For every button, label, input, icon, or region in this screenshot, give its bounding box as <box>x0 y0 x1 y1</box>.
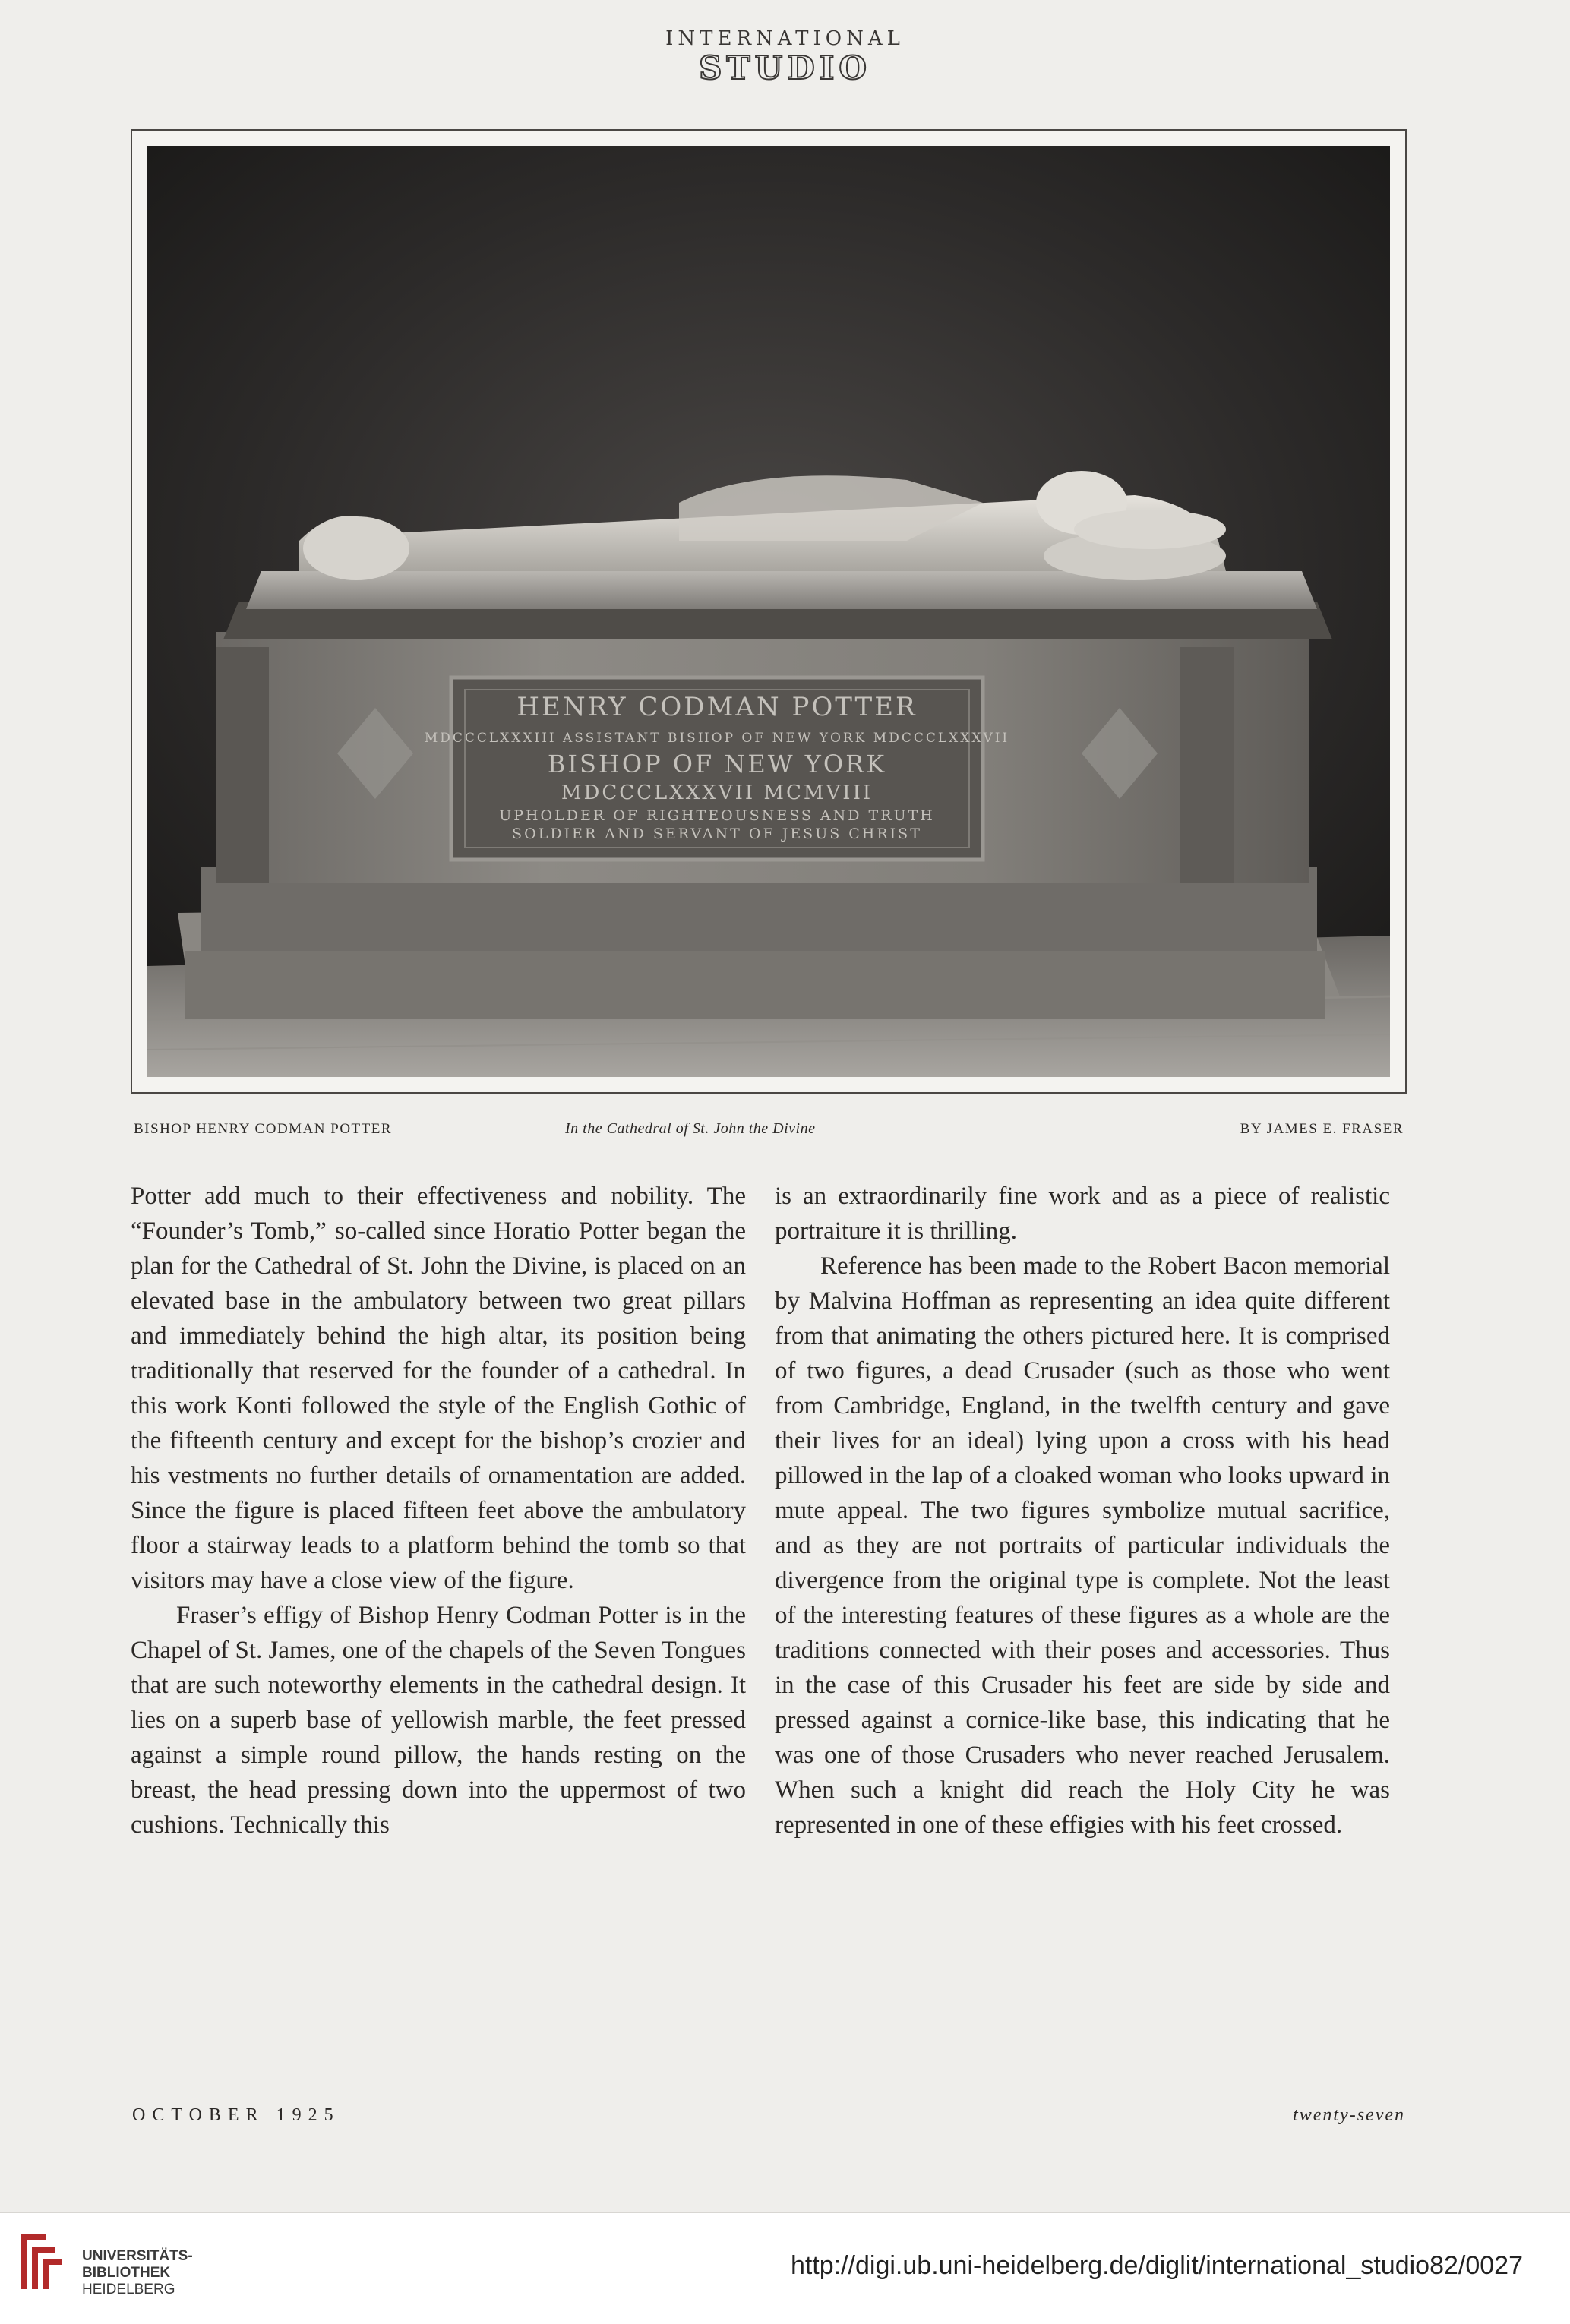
inscription-line-6: SOLDIER AND SERVANT OF JESUS CHRIST <box>512 826 922 842</box>
library-name-line-2: BIBLIOTHEK <box>82 2265 171 2281</box>
photo-caption <box>131 1121 1407 1144</box>
masthead <box>0 27 1570 87</box>
library-name <box>82 2248 193 2298</box>
inscription-line-2: MDCCCLXXXIII ASSISTANT BISHOP OF NEW YORK MDCCCLXXXVII <box>424 731 1010 746</box>
caption-artist: BY JAMES E. FRASER <box>1240 1121 1404 1137</box>
paragraph: is an extraordinarily fine work and as a piece of realistic portraiture it is thrilling. <box>775 1183 1390 1245</box>
source-link[interactable]: http://digi.ub.uni-heidelberg.de/diglit/international_studio82/0027 <box>790 2251 1523 2280</box>
article-column-left <box>131 1179 746 1842</box>
page-footer <box>131 2105 1407 2136</box>
library-footer-bar <box>0 2212 1570 2324</box>
issue-date: OCTOBER 1925 <box>132 2105 340 2125</box>
paragraph: Fraser’s effigy of Bishop Henry Codman Potter is in the Chapel of St. James, one of the chapels of the Seven Tongues that are such noteworthy elements in the cathedral design. It lies on a superb base of yellowish marble, the feet pressed against a simple round pillow, the hands resting on the breast, the head pressing down into the uppermost of two cushions. Technically this <box>131 1602 746 1839</box>
paragraph: Reference has been made to the Robert Bacon memorial by Malvina Hoffman as representing an idea quite different from that animating the others pictured here. It is comprised of two figures, a dead Crusader (such as those who went from Cambridge, England, in the twelfth century and gave their lives for an ideal) lying upon a cross with his head pillowed in the lap of a cloaked woman who looks upward in mute appeal. The two figures symbolize mutual sacrifice, and as they are not portraits of particular individuals the divergence from the original type is complete. Not the least of the interesting features of these figures as a whole are the traditions connected with their poses and accessories. Thus in the case of this Crusader his feet are side by side and pressed against a cornice-like base, this indicating that he was one of those Crusaders who never reached Jerusalem. When such a knight did reach the Holy City he was represented in one of these effigies with his feet crossed. <box>775 1252 1390 1839</box>
library-logo-icon <box>15 2227 68 2295</box>
inscription-line-1: HENRY CODMAN POTTER <box>516 692 918 722</box>
tomb-photograph-illustration <box>147 146 1390 1077</box>
caption-location: In the Cathedral of St. John the Divine <box>565 1120 816 1137</box>
paragraph: Potter add much to their effectiveness and nobility. The “Founder’s Tomb,” so-called since Horatio Potter began the plan for the Cathedral of St. John the Divine, is placed on an elevated base in the ambulatory between two great pillars and immediately behind the high altar, its position being traditionally that reserved for the founder of a cathedral. In this work Konti followed the style of the English Gothic of the fifteenth century and except for the bishop’s crozier and his vestments no further details of ornamentation are added. Since the figure is placed fifteen feet above the ambulatory floor a stairway leads to a platform behind the tomb so that visitors may have a close view of the figure. <box>131 1183 746 1594</box>
tomb-photograph <box>147 146 1390 1077</box>
library-name-line-3: HEIDELBERG <box>82 2281 175 2297</box>
photo-frame <box>131 129 1407 1094</box>
inscription-line-3: BISHOP OF NEW YORK <box>547 750 887 778</box>
inscription-line-5: UPHOLDER OF RIGHTEOUSNESS AND TRUTH <box>499 807 935 824</box>
caption-subject: BISHOP HENRY CODMAN POTTER <box>134 1121 393 1137</box>
library-name-line-1: UNIVERSITÄTS- <box>82 2248 193 2264</box>
page-number: twenty-seven <box>1293 2105 1405 2125</box>
masthead-line-2: STUDIO <box>699 49 871 87</box>
inscription-line-4: MDCCCLXXXVII MCMVIII <box>561 782 873 804</box>
article-column-right <box>775 1179 1390 1842</box>
masthead-line-1: INTERNATIONAL <box>665 27 905 50</box>
